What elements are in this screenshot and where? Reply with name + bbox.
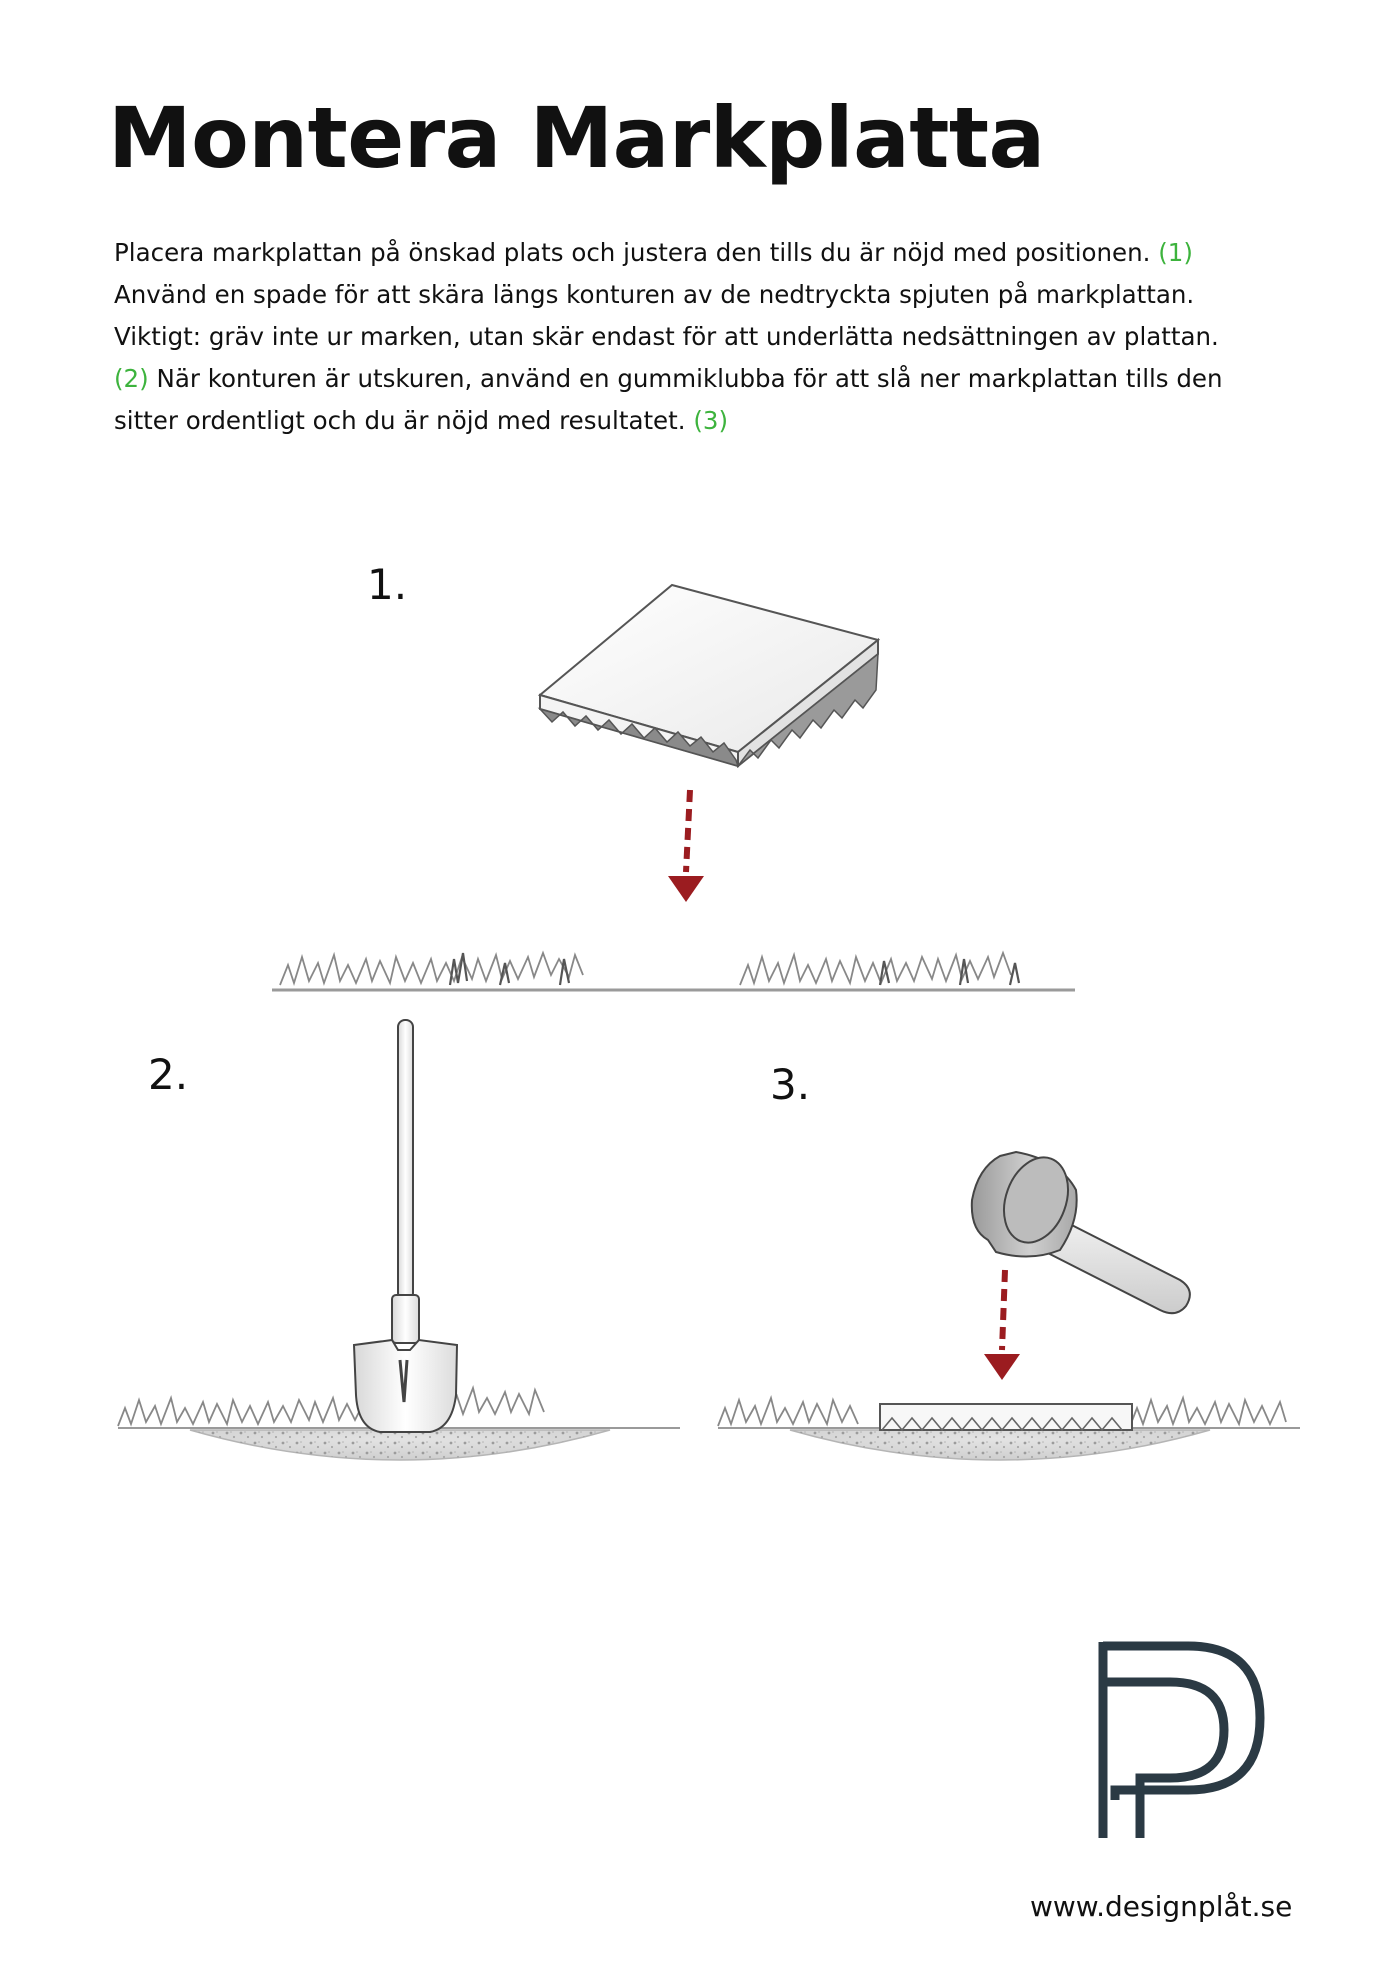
page-title: Montera Markplatta bbox=[108, 89, 1045, 187]
step-1-number: 1. bbox=[367, 560, 408, 609]
instruction-step-2-ref: (2) bbox=[114, 364, 149, 393]
ground-line-1 bbox=[272, 953, 1075, 990]
website-url: www.designplåt.se bbox=[1030, 1890, 1293, 1923]
drop-arrow-3 bbox=[984, 1270, 1020, 1380]
instruction-step-3-ref: (3) bbox=[693, 406, 729, 435]
instruction-step-2-text: Använd en spade för att skära längs konturen av de nedtryckta spjuten på markplattan. Viktigt: gräv inte ur marken, utan skär endast för att underlätta nedsättningen av plattan. bbox=[114, 280, 1219, 351]
designplat-logo bbox=[1103, 1642, 1260, 1838]
drop-arrow-1 bbox=[668, 790, 704, 902]
rubber-mallet-illustration bbox=[972, 1148, 1190, 1313]
instruction-step-3-text: När konturen är utskuren, använd en gummiklubba för att slå ner markplattan tills den sitter ordentligt och du är nöjd med resultatet. bbox=[114, 364, 1223, 435]
ground-plate-illustration bbox=[540, 585, 878, 766]
step-2-number: 2. bbox=[148, 1050, 189, 1099]
step-3-number: 3. bbox=[770, 1060, 811, 1109]
ground-section-3 bbox=[718, 1398, 1300, 1460]
instruction-step-1-text: Placera markplattan på önskad plats och justera den tills du är nöjd med positionen. bbox=[114, 238, 1159, 267]
instruction-step-1-ref: (1) bbox=[1158, 238, 1193, 267]
spade-illustration bbox=[354, 1020, 457, 1432]
